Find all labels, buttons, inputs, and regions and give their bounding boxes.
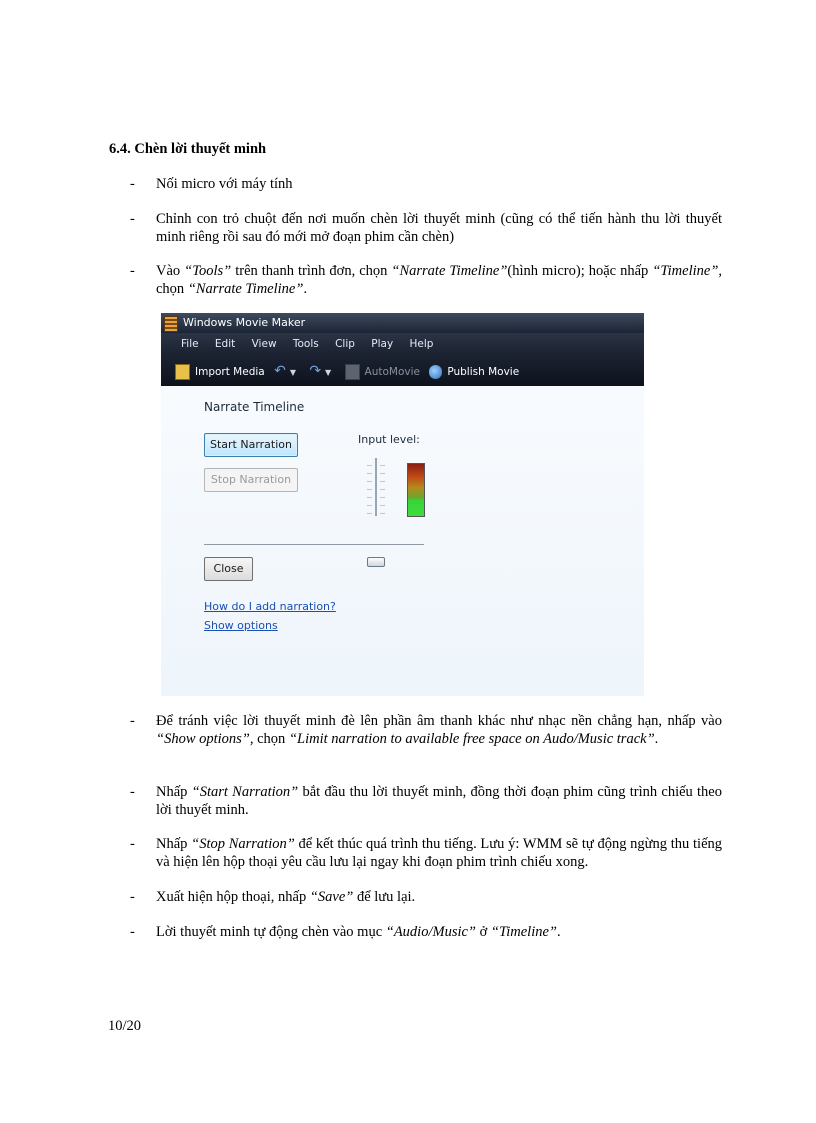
movie-maker-screenshot <box>161 313 644 696</box>
redo-icon: ↷ <box>309 363 322 379</box>
menu-clip[interactable]: Clip <box>335 338 355 350</box>
redo-button[interactable] <box>309 356 335 388</box>
bullet-dash: - <box>130 836 135 852</box>
bullet-dash: - <box>130 176 135 192</box>
import-media-button[interactable] <box>175 357 265 387</box>
input-level-label: Input level: <box>358 433 420 446</box>
window-titlebar <box>161 313 644 333</box>
emphasis: “Start Narration” <box>191 784 299 800</box>
stop-narration-button[interactable]: Stop Narration <box>204 468 298 492</box>
bullet-dash: - <box>130 889 135 905</box>
bullet-text: Xuất hiện hộp thoại, nhấp “Save” để lưu lại. <box>156 889 416 905</box>
undo-dropdown-icon[interactable]: ▼ <box>289 368 296 377</box>
automovie-icon <box>345 364 360 380</box>
bullet-item <box>130 888 722 906</box>
bullet-text: Nhấp “Start Narration” bắt đầu thu lời thuyết minh, đồng thời đoạn phim cũng trình chiếu theo lời thuyết minh. <box>156 784 722 818</box>
movie-maker-icon <box>164 316 178 332</box>
redo-dropdown-icon[interactable]: ▼ <box>325 368 332 377</box>
bullet-dash: - <box>130 924 135 940</box>
publish-movie-label: Publish Movie <box>447 366 520 378</box>
bullet-text: Nhấp “Stop Narration” để kết thúc quá trình thu tiếng. Lưu ý: WMM sẽ tự động ngừng thu tiếng và hiện lên hộp thoại yêu cầu lưu lại ngay khi đoạn phim trình chiếu xong. <box>156 836 722 870</box>
input-level-slider-thumb[interactable] <box>367 557 385 567</box>
bullet-text: Lời thuyết minh tự động chèn vào mục “Audio/Music” ở “Timeline”. <box>156 924 561 940</box>
narrate-timeline-panel <box>161 386 644 696</box>
close-button[interactable]: Close <box>204 557 253 581</box>
automovie-button[interactable] <box>345 357 420 387</box>
bullet-item <box>130 262 722 298</box>
menu-edit[interactable]: Edit <box>214 338 236 350</box>
undo-icon: ↶ <box>274 363 286 379</box>
bullet-text: Để tránh việc lời thuyết minh đè lên phần âm thanh khác như nhạc nền chẳng hạn, nhấp vào “Show options”, chọn “Limit narration to available free space on Audo/Music track”. <box>156 713 722 747</box>
input-level-slider-track[interactable] <box>375 458 377 516</box>
show-options-link[interactable]: Show options <box>204 619 278 632</box>
bullet-item <box>130 835 722 871</box>
section-heading: 6.4. Chèn lời thuyết minh <box>109 141 267 157</box>
emphasis: “Limit narration to available free space on Audo/Music track” <box>288 731 655 747</box>
bullet-item <box>130 210 722 246</box>
bullet-dash: - <box>130 784 135 800</box>
automovie-label: AutoMovie <box>364 366 420 378</box>
bullet-dash: - <box>130 211 135 227</box>
panel-title: Narrate Timeline <box>204 400 305 414</box>
publish-movie-icon <box>429 365 442 379</box>
bullet-text: Vào “Tools” trên thanh trình đơn, chọn “Narrate Timeline”(hình micro); hoặc nhấp “Timeline”, chọn “Narrate Timeline”. <box>156 263 723 297</box>
emphasis: “Audio/Music” <box>385 924 476 940</box>
undo-button[interactable] <box>274 356 300 388</box>
input-level-meter <box>407 463 425 517</box>
bullet-text: Nối micro với máy tính <box>156 176 293 192</box>
emphasis: “Stop Narration” <box>191 836 295 852</box>
emphasis: “Tools” <box>184 263 232 279</box>
start-narration-button[interactable]: Start Narration <box>204 433 298 457</box>
menu-play[interactable]: Play <box>371 338 394 350</box>
bullet-item <box>130 783 722 819</box>
bullet-dash: - <box>130 713 135 729</box>
import-media-label: Import Media <box>195 366 265 378</box>
divider <box>204 544 424 545</box>
menu-tools[interactable]: Tools <box>292 338 319 350</box>
bullet-text: Chỉnh con trỏ chuột đến nơi muốn chèn lời thuyết minh (cũng có thể tiến hành thu lời thuyết minh riêng rồi sau đó mới mở đoạn phim cần chèn) <box>156 211 722 245</box>
bullet-item <box>130 923 722 941</box>
window-title: Windows Movie Maker <box>183 316 306 329</box>
emphasis: “Narrate Timeline” <box>187 281 304 297</box>
how-add-narration-link[interactable]: How do I add narration? <box>204 600 336 613</box>
bullet-dash: - <box>130 263 135 279</box>
emphasis: “Save” <box>309 889 354 905</box>
menu-bar <box>161 333 644 356</box>
emphasis: “Timeline” <box>490 924 557 940</box>
menu-help[interactable]: Help <box>409 338 434 350</box>
import-media-icon <box>175 364 190 380</box>
page-number: 10/20 <box>108 1018 142 1034</box>
menu-file[interactable]: File <box>181 338 199 350</box>
menu-view[interactable]: View <box>251 338 277 350</box>
publish-movie-button[interactable] <box>429 357 519 387</box>
emphasis: “Timeline” <box>652 263 719 279</box>
emphasis: “Show options” <box>156 731 250 747</box>
emphasis: “Narrate Timeline” <box>391 263 508 279</box>
bullet-item <box>130 175 722 193</box>
toolbar <box>161 356 644 386</box>
bullet-item <box>130 712 722 748</box>
